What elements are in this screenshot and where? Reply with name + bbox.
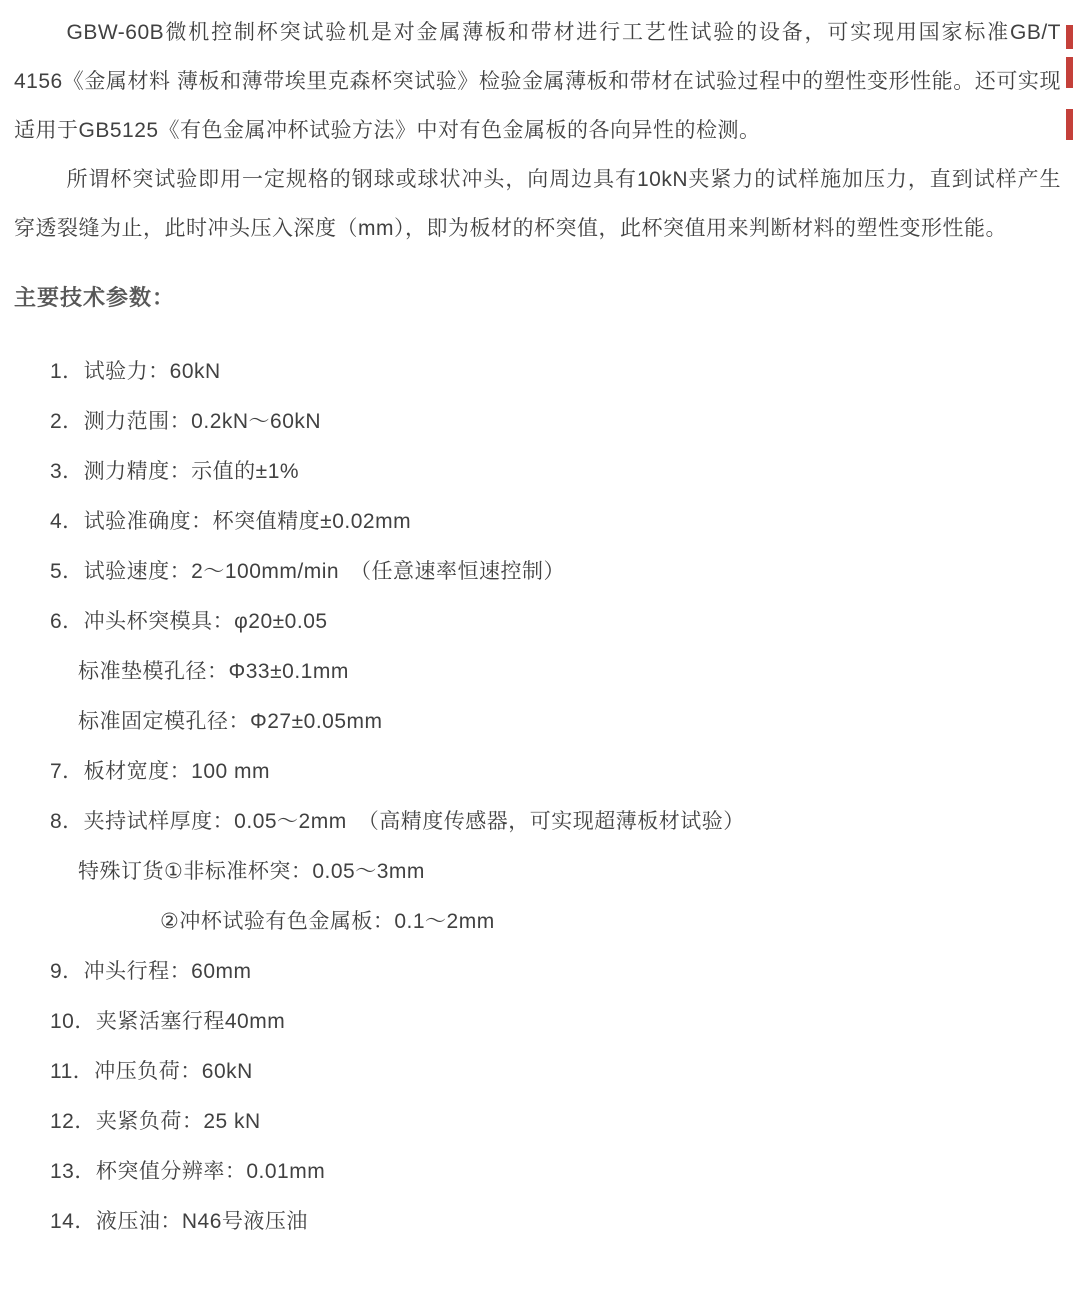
parameter-list (14, 347, 1061, 1247)
parameter-item-8: 8．夹持试样厚度：0.05～2mm （高精度传感器，可实现超薄板材试验） (50, 810, 745, 833)
parameter-item-4: 4．试验准确度：杯突值精度±0.02mm (50, 510, 412, 533)
parameter-subitem-fixed-die-hole: 标准固定模孔径：Φ27±0.05mm (78, 710, 383, 733)
parameter-subitem-die-hole: 标准垫模孔径：Φ33±0.1mm (78, 660, 349, 683)
parameter-item-11: 11．冲压负荷：60kN (50, 1060, 253, 1083)
parameter-item-2: 2．测力范围：0.2kN～60kN (50, 410, 322, 433)
parameter-item-7: 7．板材宽度：100 mm (50, 760, 271, 783)
section-heading-main-technical-parameters: 主要技术参数： (14, 285, 176, 310)
parameter-item-6: 6．冲头杯突模具：φ20±0.05 (50, 610, 328, 633)
parameter-item-9: 9．冲头行程：60mm (50, 960, 252, 983)
parameter-item-13: 13．杯突值分辨率：0.01mm (50, 1160, 326, 1183)
parameter-subitem-special-order-2: ②冲杯试验有色金属板：0.1～2mm (160, 910, 495, 933)
intro-paragraph-machine-description: GBW-60B微机控制杯突试验机是对金属薄板和带材进行工艺性试验的设备，可实现用国家标准GB/T 4156《金属材料 薄板和薄带埃里克森杯突试验》检验金属薄板和带材在试验过程中的塑性变形性能。还可实现适用于GB5125《有色金属冲杯试验方法》中对有色金属板的各向异性的检测。 (14, 21, 1061, 142)
parameter-item-1: 1．试验力：60kN (50, 360, 221, 383)
edge-marker (1066, 57, 1073, 88)
intro-paragraph-test-principle: 所谓杯突试验即用一定规格的钢球或球状冲头，向周边具有10kN夹紧力的试样施加压力，直到试样产生穿透裂缝为止，此时冲头压入深度（mm），即为板材的杯突值，此杯突值用来判断材料的塑性变形性能。 (14, 168, 1061, 240)
parameter-item-12: 12．夹紧负荷：25 kN (50, 1110, 261, 1133)
edge-marker (1066, 109, 1073, 140)
edge-marker (1066, 25, 1073, 49)
parameter-subitem-special-order-1: 特殊订货①非标准杯突：0.05～3mm (78, 860, 425, 883)
parameter-item-10: 10．夹紧活塞行程40mm (50, 1010, 286, 1033)
parameter-item-14: 14．液压油：N46号液压油 (50, 1210, 308, 1233)
parameter-item-3: 3．测力精度：示值的±1% (50, 460, 300, 483)
parameter-item-5: 5．试验速度：2～100mm/min （任意速率恒速控制） (50, 560, 566, 583)
